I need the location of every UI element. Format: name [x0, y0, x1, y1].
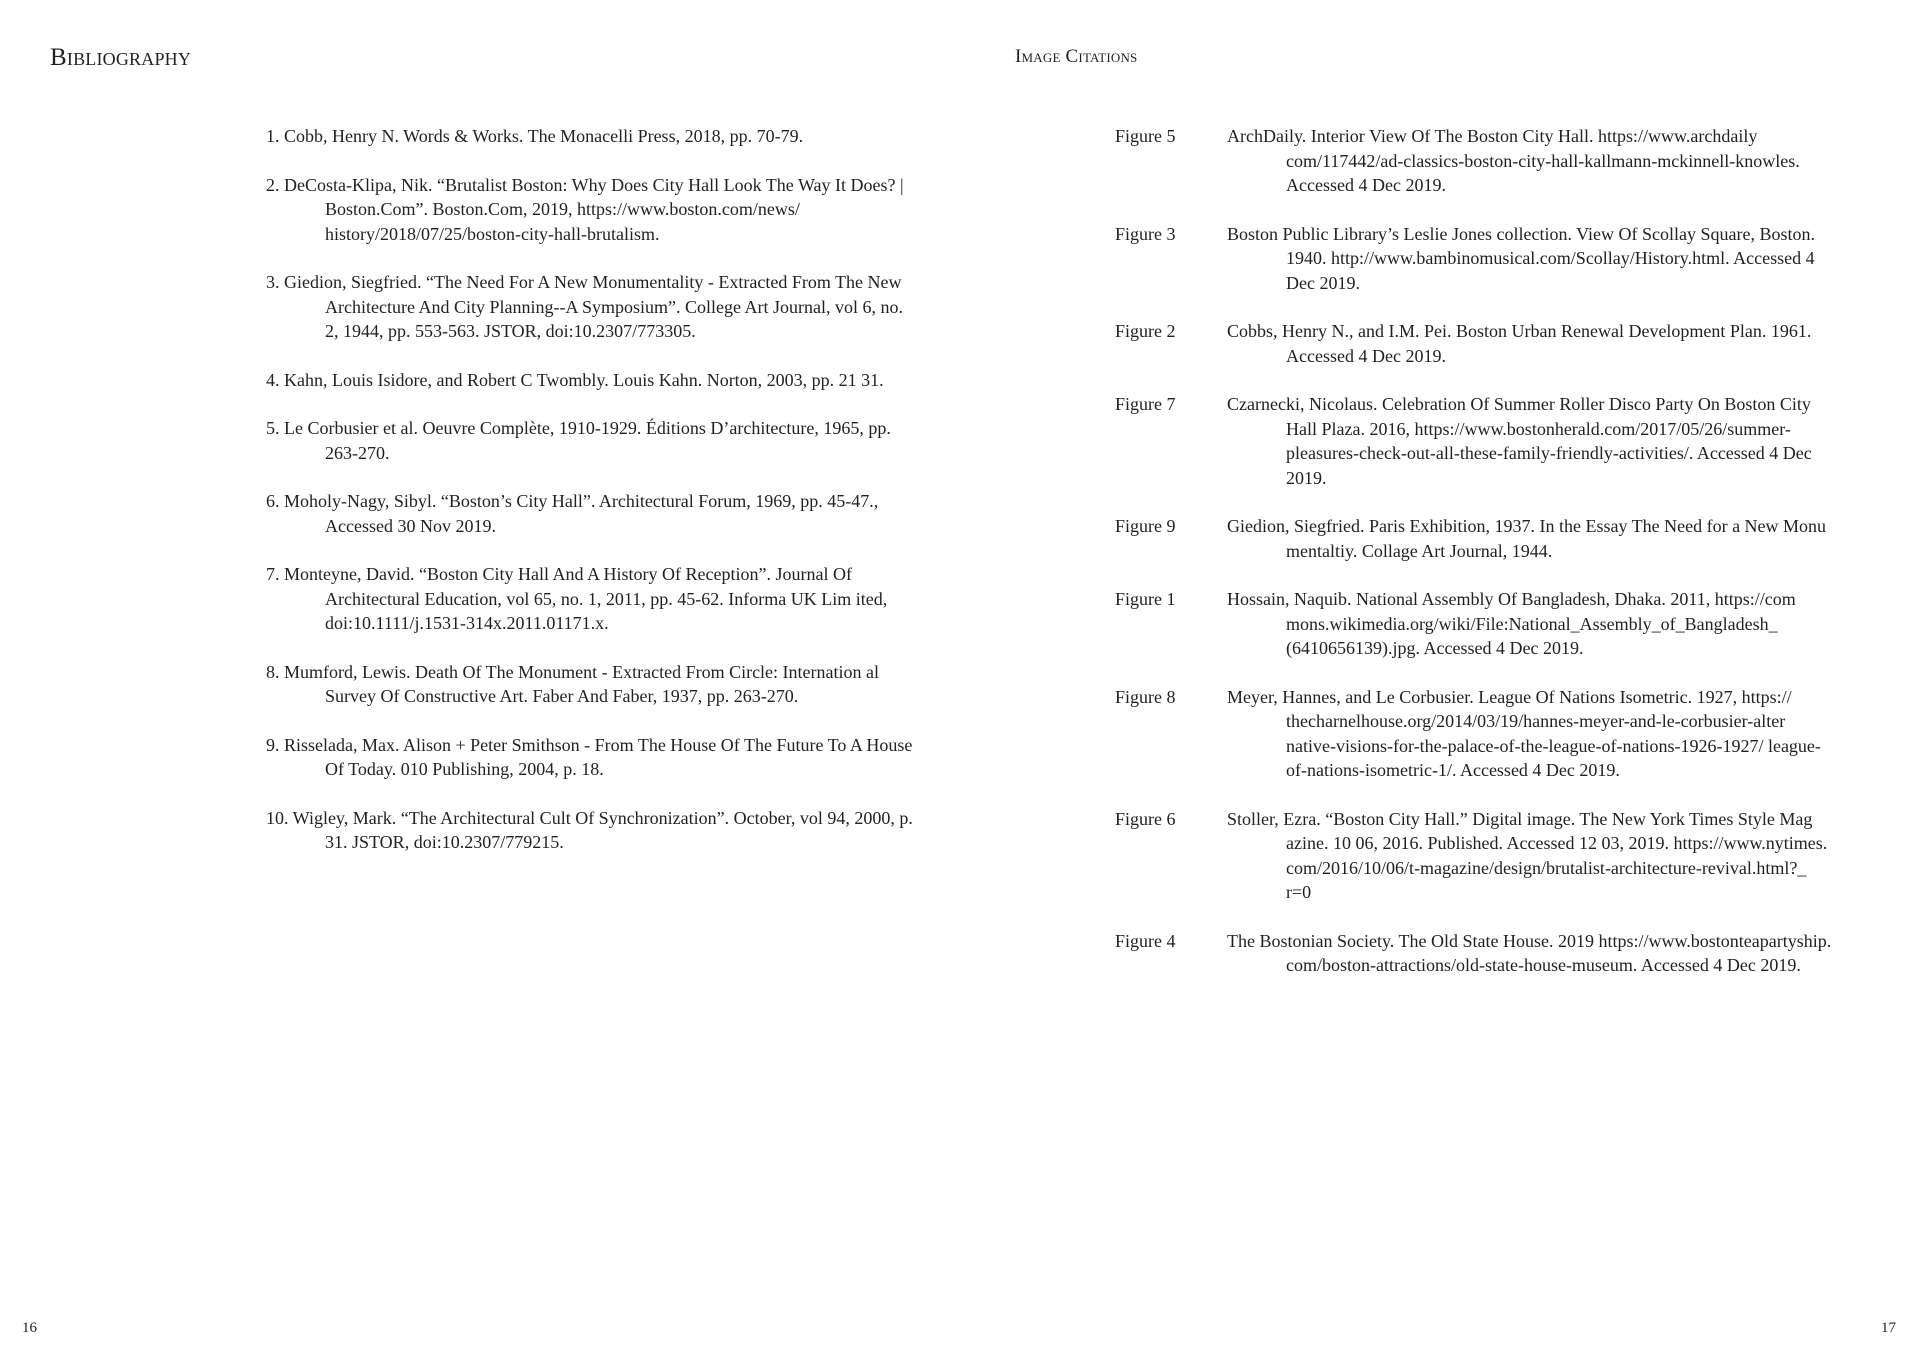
page-number-left: 16	[22, 1320, 37, 1336]
figure-label: Figure 6	[1115, 808, 1176, 829]
citation-row	[1115, 685, 1835, 783]
figure-label: Figure 3	[1115, 223, 1176, 244]
citation-text: ArchDaily. Interior View Of The Boston City Hall. https://www.archdaily com/117442/ad-classics-boston-city-hall-kallmann-mckinnell-knowles. Accessed 4 Dec 2019.	[1227, 126, 1800, 195]
citation-row	[1115, 514, 1835, 563]
citation-text: Hossain, Naquib. National Assembly Of Bangladesh, Dhaka. 2011, https://com mons.wikimedia.org/wiki/File:National_Assembly_of_Bangladesh_ (6410656139).jpg. Accessed 4 Dec 2019.	[1227, 589, 1796, 658]
page-number-right: 17	[1881, 1320, 1896, 1336]
figure-label: Figure 9	[1115, 516, 1176, 536]
image-citations-list	[1115, 124, 1835, 1002]
bibliography-entry: 1. Cobb, Henry N. Words & Works. The Monacelli Press, 2018, pp. 70-79.	[266, 126, 804, 146]
citation-text: Giedion, Siegfried. Paris Exhibition, 1937. In the Essay The Need for a New Monu mentaltiy. Collage Art Journal, 1944.	[1227, 516, 1827, 561]
image-citations-heading: Image Citations	[1015, 46, 1138, 67]
bibliography-entry: 4. Kahn, Louis Isidore, and Robert C Twombly. Louis Kahn. Norton, 2003, pp. 21 31.	[266, 369, 884, 390]
citation-row	[1115, 124, 1835, 198]
citation-text: Meyer, Hannes, and Le Corbusier. League Of Nations Isometric. 1927, https:// thecharnelhouse.org/2014/03/19/hannes-meyer-and-le-corbusier-alter native-visions-for-the-palace-of-the-league-of-nations-1926-1927/ league-of-nations-isometric-1/. Accessed 4 Dec 2019.	[1227, 686, 1821, 780]
citation-row	[1115, 222, 1835, 296]
bibliography-entry: 7. Monteyne, David. “Boston City Hall And A History Of Reception”. Journal Of Architectural Education, vol 65, no. 1, 2011, pp. 45-62. Informa UK Lim ited, doi:10.1111/j.1531-314x.2011.01171.x.	[266, 564, 888, 633]
citation-row	[1115, 319, 1835, 368]
bibliography-entry: 10. Wigley, Mark. “The Architectural Cult Of Synchronization”. October, vol 94, 2000, p. 31. JSTOR, doi:10.2307/779215.	[266, 807, 913, 852]
bibliography-list	[266, 124, 916, 879]
bibliography-heading: Bibliography	[50, 44, 192, 71]
figure-label: Figure 7	[1115, 394, 1176, 414]
bibliography-entry: 8. Mumford, Lewis. Death Of The Monument - Extracted From Circle: Internation al Survey Of Constructive Art. Faber And Faber, 1937, pp. 263-270.	[266, 661, 880, 706]
bibliography-entry: 9. Risselada, Max. Alison + Peter Smithson - From The House Of The Future To A House Of Today. 010 Publishing, 2004, p. 18.	[266, 734, 913, 779]
citation-row	[1115, 587, 1835, 661]
bibliography-entry: 5. Le Corbusier et al. Oeuvre Complète, 1910-1929. Éditions D’architecture, 1965, pp. 263-270.	[266, 418, 891, 463]
right-page	[960, 0, 1920, 1357]
citation-text: Cobbs, Henry N., and I.M. Pei. Boston Urban Renewal Development Plan. 1961. Accessed 4 Dec 2019.	[1227, 321, 1812, 366]
citation-text: Czarnecki, Nicolaus. Celebration Of Summer Roller Disco Party On Boston City Hall Plaza. 2016, https://www.bostonherald.com/2017/05/26/summer- pleasures-check-out-all-these-family-friendly-activities/. Accessed 4 Dec 2019.	[1227, 394, 1812, 488]
figure-label: Figure 1	[1115, 589, 1176, 609]
figure-label: Figure 4	[1115, 930, 1176, 951]
citation-text: Stoller, Ezra. “Boston City Hall.” Digital image. The New York Times Style Mag azine. 10 06, 2016. Published. Accessed 12 03, 2019. https://www.nytimes. com/2016/10/06/t-magazine/design/brutalist-architecture-revival.html?_ r=0	[1227, 808, 1828, 902]
citation-row	[1115, 807, 1835, 905]
figure-label: Figure 2	[1115, 321, 1176, 341]
bibliography-entry: 2. DeCosta-Klipa, Nik. “Brutalist Boston: Why Does City Hall Look The Way It Does? | Boston.Com”. Boston.Com, 2019, https://www.boston.com/news/ history/2018/07/25/boston-city-hall-brutalism.	[266, 174, 904, 244]
figure-label: Figure 5	[1115, 126, 1176, 146]
citation-row	[1115, 929, 1835, 978]
bibliography-entry: 6. Moholy-Nagy, Sibyl. “Boston’s City Hall”. Architectural Forum, 1969, pp. 45-47., Accessed 30 Nov 2019.	[266, 491, 879, 536]
bibliography-entry: 3. Giedion, Siegfried. “The Need For A New Monumentality - Extracted From The New Architecture And City Planning--A Symposium”. College Art Journal, vol 6, no. 2, 1944, pp. 553-563. JSTOR, doi:10.2307/773305.	[266, 272, 903, 341]
figure-label: Figure 8	[1115, 686, 1176, 707]
citation-text: The Bostonian Society. The Old State House. 2019 https://www.bostonteapartyship. com/boston-attractions/old-state-house-museum. Accessed 4 Dec 2019.	[1227, 930, 1832, 975]
citation-row	[1115, 392, 1835, 490]
citation-text: Boston Public Library’s Leslie Jones collection. View Of Scollay Square, Boston. 1940. http://www.bambinomusical.com/Scollay/History.html. Accessed 4 Dec 2019.	[1227, 223, 1816, 293]
